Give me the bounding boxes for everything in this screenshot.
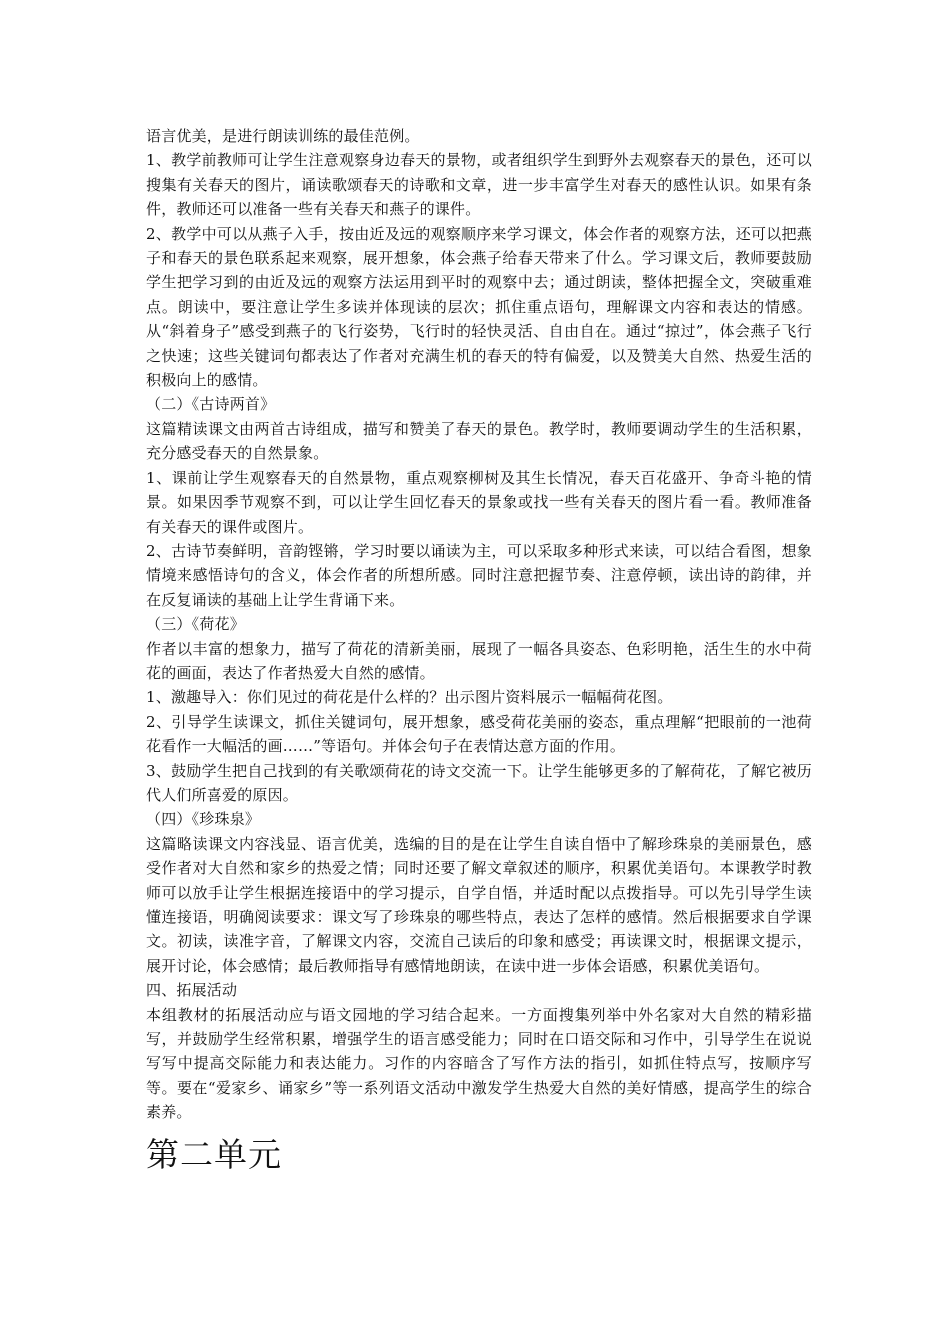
subheading-ancient-poems: （二）《古诗两首》: [146, 395, 276, 414]
paragraph-lotus-intro: 作者以丰富的想象力，描写了荷花的清新美丽，展现了一幅各具姿态、色彩明艳，活生生的水中荷花的画面，表达了作者热爱大自然的感情。: [146, 639, 812, 682]
subheading-lotus: （三）《荷花》: [146, 615, 245, 634]
subheading-extension-activities: 四、拓展活动: [146, 981, 238, 1000]
paragraph-pearl-spring: 这篇略读课文内容浅显、语言优美，选编的目的是在让学生自读自悟中了解珍珠泉的美丽景色，感受作者对大自然和家乡的热爱之情；同时还要了解文章叙述的顺序，积累优美语句。本课教学时教师可以放手让学生根据连接语中的学习提示，自学自悟，并适时配以点拨指导。可以先引导学生读懂连接语，明确阅读要求：课文写了珍珠泉的哪些特点，表达了怎样的感情。然后根据要求自学课文。初读，读准字音，了解课文内容，交流自己读后的印象和感受；再读课文时，根据课文提示，展开讨论，体会感情；最后教师指导有感情地朗读，在读中进一步体会语感，积累优美语句。: [146, 834, 812, 975]
subheading-pearl-spring: （四）《珍珠泉》: [146, 810, 261, 829]
paragraph-ancient-poems-point-1: 1、课前让学生观察春天的自然景物，重点观察柳树及其生长情况，春天百花盛开、争奇斗艳的情景。如果因季节观察不到，可以让学生回忆春天的景象或找一些有关春天的图片看一看。教师准备有关春天的课件或图片。: [146, 468, 812, 536]
section-heading: 第二单元: [146, 1134, 282, 1174]
paragraph-ancient-poems-point-2: 2、古诗节奏鲜明，音韵铿锵，学习时要以诵读为主，可以采取多种形式来读，可以结合看图，想象情境来感悟诗句的含义，体会作者的所想所感。同时注意把握节奏、注意停顿，读出诗的韵律，并在反复诵读的基础上让学生背诵下来。: [146, 541, 812, 609]
paragraph-lotus-point-1: 1、激趣导入：你们见过的荷花是什么样的？出示图片资料展示一幅幅荷花图。: [146, 688, 673, 707]
paragraph-lotus-point-3: 3、鼓励学生把自己找到的有关歌颂荷花的诗文交流一下。让学生能够更多的了解荷花，了解它被历代人们所喜爱的原因。: [146, 761, 812, 804]
paragraph-lotus-point-2: 2、引导学生读课文，抓住关键词句，展开想象，感受荷花美丽的姿态，重点理解“把眼前的一池荷花看作一大幅活的画……”等语句。并体会句子在表情达意方面的作用。: [146, 712, 812, 756]
paragraph-swallow-point-2: 2、教学中可以从燕子入手，按由近及远的观察顺序来学习课文，体会作者的观察方法，还可以把燕子和春天的景色联系起来观察，展开想象，体会燕子给春天带来了什么。学习课文后，教师要鼓励学生把学习到的由近及远的观察方法运用到平时的观察中去；通过朗读，整体把握全文，突破重难点。朗读中，要注意让学生多读并体现读的层次；抓住重点语句，理解课文内容和表达的情感。从“斜着身子”感受到燕子的飞行姿势，飞行时的轻快灵活、自由自在。通过“掠过”，体会燕子飞行之快速；这些关键词句都表达了作者对充满生机的春天的特有偏爱，以及赞美大自然、热爱生活的积极向上的感情。: [146, 224, 812, 390]
paragraph-ancient-poems-intro: 这篇精读课文由两首古诗组成，描写和赞美了春天的景色。教学时，教师要调动学生的生活积累，充分感受春天的自然景象。: [146, 419, 812, 463]
paragraph-extension-activities: 本组教材的拓展活动应与语文园地的学习结合起来。一方面搜集列举中外名家对大自然的精彩描写，并鼓励学生经常积累，增强学生的语言感受能力；同时在口语交际和习作中，引导学生在说说写写中提高交际能力和表达能力。习作的内容暗含了写作方法的指引，如抓住特点写，按顺序写等。要在“爱家乡、诵家乡”等一系列语文活动中激发学生热爱大自然的美好情感，提高学生的综合素养。: [146, 1005, 812, 1122]
paragraph-swallow-point-1: 1、教学前教师可让学生注意观察身边春天的景物，或者组织学生到野外去观察春天的景色，还可以搜集有关春天的图片，诵读歌颂春天的诗歌和文章，进一步丰富学生对春天的感性认识。如果有条件，教师还可以准备一些有关春天和燕子的课件。: [146, 151, 812, 219]
document-page: [146, 124, 812, 1177]
paragraph-intro-ending: 语言优美，是进行朗读训练的最佳范例。: [146, 127, 420, 145]
